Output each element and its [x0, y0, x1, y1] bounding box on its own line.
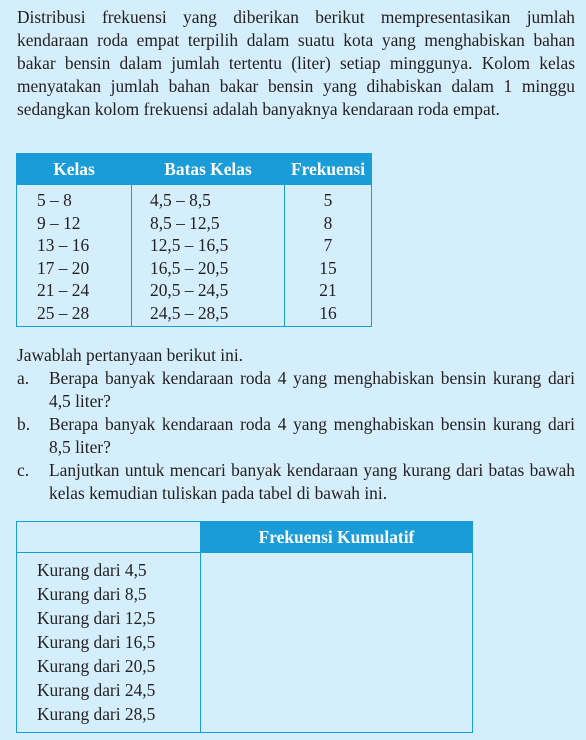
frekuensi-cell: 16 [285, 302, 372, 327]
table-row [17, 302, 372, 327]
kelas-cell: 17 – 20 [17, 257, 132, 280]
header-kelas: Kelas [17, 154, 132, 185]
frequency-table-header [17, 154, 372, 185]
header-batas-kelas: Batas Kelas [132, 154, 285, 185]
header-frekuensi-kumulatif: Frekuensi Kumulatif [201, 522, 473, 553]
question-item [17, 459, 575, 505]
table-row [17, 553, 473, 733]
intro-text: Distribusi frekuensi yang diberikan berikut mempresentasikan jumlah kendaraan roda empat terpilih dalam suatu kota yang menghabiskan bahan bakar bensin dalam jumlah tertentu (liter) setiap minggunya. Kolom kelas menyatakan jumlah bahan bakar bensin yang dihabiskan dalam 1 minggu sedangkan kolom frekuensi adalah banyaknya kendaraan roda empat. [17, 7, 575, 119]
table-row [17, 234, 372, 257]
question-item [17, 413, 575, 459]
question-label: a. [17, 368, 30, 388]
batas-kelas-cell: 16,5 – 20,5 [132, 257, 285, 280]
cumulative-label: Kurang dari 24,5 [37, 680, 156, 700]
question-text: Lanjutkan untuk mencari banyak kendaraan yang kurang dari batas bawah kelas kemudian tuliskan pada tabel di bawah ini. [49, 460, 575, 503]
frekuensi-cell: 8 [285, 212, 372, 235]
batas-kelas-cell: 24,5 – 28,5 [132, 302, 285, 327]
table-row [17, 185, 372, 212]
frekuensi-cell: 5 [285, 185, 372, 212]
batas-kelas-cell: 4,5 – 8,5 [132, 185, 285, 212]
cumulative-label: Kurang dari 8,5 [37, 584, 147, 604]
question-item [17, 367, 575, 413]
kelas-cell: 13 – 16 [17, 234, 132, 257]
table-row [17, 279, 372, 302]
frekuensi-cell: 21 [285, 279, 372, 302]
empty-header-cell [17, 522, 201, 553]
question-text: Berapa banyak kendaraan roda 4 yang menghabiskan bensin kurang dari 4,5 liter? [49, 368, 575, 411]
kelas-cell: 9 – 12 [17, 212, 132, 235]
cumulative-labels-cell [17, 553, 201, 733]
questions-lead: Jawablah pertanyaan berikut ini. [17, 345, 243, 365]
cumulative-label: Kurang dari 28,5 [37, 704, 156, 724]
question-label: c. [17, 460, 30, 480]
cumulative-frequency-table [16, 521, 473, 733]
batas-kelas-cell: 12,5 – 16,5 [132, 234, 285, 257]
batas-kelas-cell: 20,5 – 24,5 [132, 279, 285, 302]
cumulative-label: Kurang dari 12,5 [37, 608, 156, 628]
question-label: b. [17, 414, 31, 434]
frequency-table [16, 153, 372, 327]
cumulative-label: Kurang dari 4,5 [37, 560, 147, 580]
frekuensi-cell: 7 [285, 234, 372, 257]
kelas-cell: 21 – 24 [17, 279, 132, 302]
cumulative-table-header [17, 522, 473, 553]
kelas-cell: 25 – 28 [17, 302, 132, 327]
questions-section [17, 344, 575, 505]
question-text: Berapa banyak kendaraan roda 4 yang menghabiskan bensin kurang dari 8,5 liter? [49, 414, 575, 457]
intro-paragraph [17, 6, 575, 121]
batas-kelas-cell: 8,5 – 12,5 [132, 212, 285, 235]
cumulative-label: Kurang dari 16,5 [37, 632, 156, 652]
frekuensi-cell: 15 [285, 257, 372, 280]
table-row [17, 212, 372, 235]
table-row [17, 257, 372, 280]
kelas-cell: 5 – 8 [17, 185, 132, 212]
header-frekuensi: Frekuensi [285, 154, 372, 185]
cumulative-answer-cell [201, 553, 473, 733]
cumulative-label: Kurang dari 20,5 [37, 656, 156, 676]
